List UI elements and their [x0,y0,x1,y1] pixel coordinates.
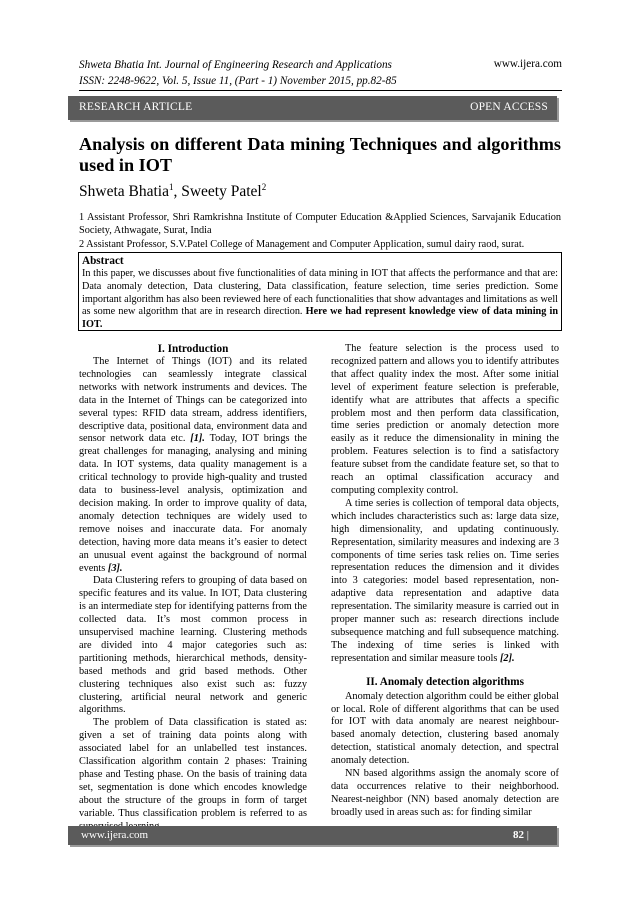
page-footer [68,826,557,845]
header-divider [79,90,562,91]
abstract-box [78,252,562,331]
paper-title: Analysis on different Data mining Techniques and algorithms used in IOT [79,134,561,175]
header-website: www.ijera.com [493,58,562,70]
paragraph-text: A time series is collection of temporal data objects, which includes characteristics such as: large data size, high dimensionality, and updating continuously. Representation, similarity measures and indexing are 3 components of time series task relies on. Time series representation reduces the dimension and it divides into 3 categories: model based representation, non-adaptive data representation and adaptive data representation. The similarity measure is carried out in proper manner such as: research directions include subsequence matching and full subsequence matching. The indexing of time series is linked with representation and similar measure tools [331,497,559,664]
journal-header [79,58,397,89]
page-number-separator: | [524,829,529,841]
paragraph: Data Clustering refers to grouping of data based on specific features and its value. In IOT, Data clustering is an intermediate step for identifying patterns from the collected data. It’s most common process in unsupervised machine learning. Clustering methods are divided into 4 major categories such as: partitioning methods, hierarchical methods, density-based methods and grid based methods. Other clustering techniques also exist such as: fuzzy clustering, artificial neural network and generic algorithms. [79,575,307,716]
abstract-text [82,268,558,332]
footer-website: www.ijera.com [81,829,149,841]
section-heading-introduction: I. Introduction [157,343,229,355]
paragraph: The problem of Data classification is stated as: given a set of training data points along with associated label for an unlabelled test instances. Classification algorithm contain 2 phases: Training phase and Testing phase. On the basis of training data set, segmentation is done which encodes knowledge about the structure of the groups in form of target variable. Thus classification problem is referred to as [79,717,307,819]
author-affiliation-mark: 1 [168,182,174,192]
abstract-key-statement: Here we had represent knowledge view of data mining in IOT. [82,306,558,331]
open-access-label: OPEN ACCESS [470,101,548,113]
paragraph-text: Today, IOT brings the great challenges for managing, analysing and mining data. In IOT systems, data quality management is a critical technology to provide high-quality and trusted data to business-level analysis, optimization and decision making. In order to improve quality of data, anomaly detection techniques are widely used to remove noises and inaccurate data. For anomaly detection, having more data means it’s easier to detect an unusual event against the background of normal events [79,433,307,574]
author-list [79,182,266,201]
author-name: Sweety Patel [181,183,262,201]
author-name: Shweta Bhatia [79,183,169,201]
citation: [2]. [500,652,515,664]
paragraph-text: The Internet of Things (IOT) and its related technologies can seamlessly integrate classical networks with network instruments and devices. The data in the Internet of Things can be categorized into several types: RFID data stream, address identifiers, descriptive data, positional data, environment data and sensor network data etc. [79,356,307,445]
paragraph [331,498,559,666]
right-column [331,343,559,820]
research-article-label: RESEARCH ARTICLE [79,101,193,113]
author-separator: , [173,183,182,201]
paragraph: Anomaly detection algorithm could be either global or local. Role of different algorithms that can be used for IOT with data anomaly are nearest neighbour-based anomaly detection, clustering based anomaly detection, statistical anomaly detection, and spectral anomaly detection. [331,690,559,767]
page-number-group [513,829,529,841]
journal-issn: ISSN: 2248-9622, Vol. 5, Issue 11, (Part - 1) November 2015, pp.82-85 [79,74,397,87]
affiliations [79,211,561,251]
paragraph [79,356,307,575]
abstract-heading: Abstract [82,255,124,267]
section-heading-anomaly-detection: II. Anomaly detection algorithms [366,675,524,688]
paragraph: NN based algorithms assign the anomaly score of data occurrences relative to their neighborhood. Nearest-neighbor (NN) based anomaly detection are broadly used in areas such as: for finding similar [331,768,559,818]
affiliation-1: 1 Assistant Professor, Shri Ramkrishna Institute of Computer Education &Applied Sciences, Sarvajanik Education Society, Athwagate, Surat, India [79,212,561,237]
affiliation-2: 2 Assistant Professor, S.V.Patel College of Management and Computer Application, sumul dairy raod, surat. [79,238,525,250]
left-column [79,343,307,834]
journal-citation: Shweta Bhatia Int. Journal of Engineering Research and Applications [79,59,392,71]
page-number: 82 [513,829,525,841]
author-affiliation-mark: 2 [261,182,267,192]
citation: [1]. [190,433,205,445]
abstract-body: In this paper, we discusses about five functionalities of data mining in IOT that affects the performance and that are: Data anomaly detection, Data clustering, Data classification, feature selection, time series prediction. Some important algorithm has also been reviewed here of each functionalities that show advantages and limitations as well as some new algorithm that are in research direction. [82,268,558,318]
article-type-banner [68,96,557,120]
paragraph: The feature selection is the process used to recognized pattern and allows you to identify attributes that affect quality index the most. After some initial level of experiment feature selection is preferable, identify what are attributes that affects a specific problem most and then perform data classification, time series prediction or anomaly detection more easily as it reduce the dimensionality in mining the problem. Features selection is to find a satisfactory feature subset from the candidate feature set, so that to reach an optimal classification accuracy and computing complexity control. [331,343,559,496]
citation: [3]. [107,562,123,574]
